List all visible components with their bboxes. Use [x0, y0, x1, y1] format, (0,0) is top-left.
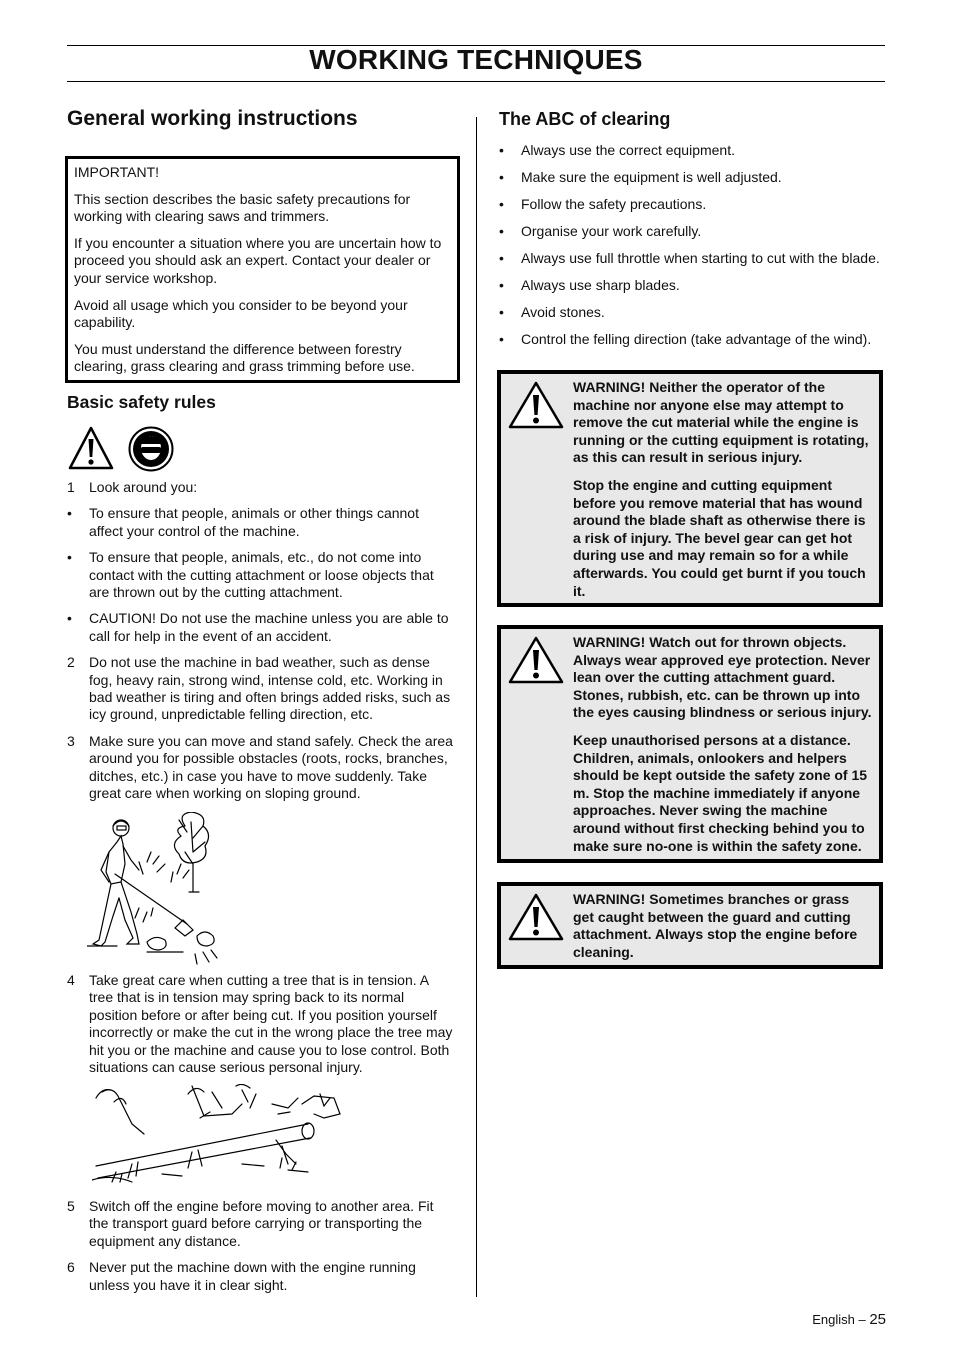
footer-language: English — [812, 1312, 855, 1327]
warning-triangle-icon — [508, 893, 564, 941]
column-divider — [476, 117, 477, 1297]
footer-dash: – — [858, 1312, 866, 1327]
important-box — [65, 156, 460, 383]
list-marker: 1 — [67, 479, 75, 495]
important-paragraph: This section describes the basic safety precautions for working with clearing saws and trimmers. — [74, 190, 411, 225]
page-number: 25 — [869, 1311, 886, 1328]
safety-rules-list — [67, 479, 453, 803]
operator-clearing-illustration — [87, 812, 227, 967]
list-marker: 4 — [67, 972, 75, 988]
list-item — [67, 505, 453, 540]
warning-triangle-icon — [508, 636, 564, 684]
list-text: Always use full throttle when starting to cut with the blade. — [521, 250, 880, 266]
bullet: • — [499, 196, 504, 212]
list-text: Control the felling direction (take advantage of the wind). — [521, 331, 872, 347]
list-text: To ensure that people, animals or other things cannot affect your control of the machine. — [89, 505, 419, 539]
warning-box — [497, 882, 883, 969]
bullet: • — [499, 277, 504, 293]
list-item — [499, 196, 887, 213]
list-text: Look around you: — [89, 479, 198, 495]
section-heading: The ABC of clearing — [499, 109, 671, 129]
list-marker: • — [67, 505, 72, 522]
list-item — [499, 250, 887, 267]
list-marker: 2 — [67, 654, 75, 671]
list-text: Never put the machine down with the engine running unless you have it in clear sight. — [89, 1259, 416, 1293]
list-item — [67, 549, 453, 601]
protective-equipment-icon — [128, 426, 174, 472]
list-item — [67, 733, 453, 803]
important-label: IMPORTANT! — [74, 164, 160, 180]
important-paragraph: If you encounter a situation where you are uncertain how to proceed you should ask an expert. Contact your dealer or your service workshop. — [74, 234, 442, 286]
warning-text: WARNING! Watch out for thrown objects. Always wear approved eye protection. Never lean over the cutting attachment guard. Stones, rubbish, etc. can be thrown up into the eyes causing blindness or serious injury. — [573, 634, 872, 721]
list-text: Make sure you can move and stand safely. Check the area around you for possible obstacles (roots, rocks, branches, ditches, etc.) in case you have to move suddenly. Take great care when working on sloping ground. — [89, 732, 453, 802]
header-rule-bottom — [67, 81, 885, 82]
list-item — [67, 972, 453, 1076]
list-marker: • — [67, 549, 72, 566]
list-text: Make sure the equipment is well adjusted. — [521, 169, 782, 185]
list-text: To ensure that people, animals, etc., do not come into contact with the cutting attachment or loose objects that are thrown out by the cutting attachment. — [89, 549, 434, 601]
bullet: • — [499, 304, 504, 320]
list-item — [499, 304, 887, 321]
list-item — [499, 169, 887, 186]
bullet: • — [499, 250, 504, 266]
page-footer — [812, 1311, 886, 1328]
list-text: Always use the correct equipment. — [521, 142, 735, 158]
warning-text: WARNING! Neither the operator of the machine nor anyone else may attempt to remove the cut material while the engine is running or the cutting equipment is rotating, as this can result in serious injury. — [573, 379, 869, 466]
tree-in-tension-illustration — [92, 1084, 352, 1184]
list-text: Organise your work carefully. — [521, 223, 702, 239]
list-text: Take great care when cutting a tree that is in tension. A tree that is in tension may spring back to its normal position before or after being cut. If you position yourself incorrectly or make the cut in the wrong place the tree may hit you or the machine and cause you to lose control. Both situations can cause serious personal injury. — [89, 972, 453, 1076]
warning-triangle-icon — [68, 426, 114, 470]
list-text: Do not use the machine in bad weather, such as dense fog, heavy rain, strong wind, intense cold, etc. Working in bad weather is tiring and often brings added risks, such as icy ground, unpredictable felling direction, etc. — [89, 654, 451, 723]
list-item — [499, 277, 887, 294]
bullet: • — [499, 169, 504, 185]
list-text: Switch off the engine before moving to another area. Fit the transport guard before carrying or transporting the equipment any distance. — [89, 1198, 434, 1249]
bullet: • — [499, 331, 504, 347]
important-paragraph: Avoid all usage which you consider to be beyond your capability. — [74, 296, 408, 331]
list-text: CAUTION! Do not use the machine unless you are able to call for help in the event of an accident. — [89, 610, 449, 644]
bullet: • — [499, 223, 504, 239]
warning-triangle-icon — [508, 381, 564, 429]
section-heading: General working instructions — [67, 107, 358, 130]
list-item — [499, 142, 887, 159]
list-text: Avoid stones. — [521, 304, 605, 320]
list-item — [67, 610, 453, 645]
list-marker: 6 — [67, 1259, 75, 1276]
list-item — [499, 223, 887, 240]
warning-box — [497, 625, 883, 863]
list-item — [67, 479, 453, 496]
abc-list — [499, 142, 887, 348]
list-text: Follow the safety precautions. — [521, 196, 707, 212]
list-marker: 3 — [67, 732, 75, 749]
warning-text: WARNING! Sometimes branches or grass get caught between the guard and cutting attachment. Always stop the engine before cleaning. — [573, 891, 858, 960]
subsection-heading: Basic safety rules — [67, 392, 216, 412]
page-title: WORKING TECHNIQUES — [309, 44, 643, 75]
list-item — [67, 1259, 453, 1294]
important-paragraph: You must understand the difference between forestry clearing, grass clearing and grass trimming before use. — [74, 340, 415, 375]
list-text: Always use sharp blades. — [521, 277, 680, 293]
safety-rules-list — [67, 972, 453, 1076]
list-item — [67, 654, 453, 724]
warning-text: Keep unauthorised persons at a distance. Children, animals, onlookers and helpers should be kept outside the safety zone of 15 m. Stop the machine immediately if anyone approaches. Never swing the machine around without first checking behind you to make sure no-one is within the safety zone. — [573, 731, 868, 854]
list-marker: • — [67, 610, 72, 627]
list-marker: 5 — [67, 1198, 75, 1214]
warning-box — [497, 370, 883, 607]
safety-rules-list — [67, 1198, 453, 1294]
warning-text: Stop the engine and cutting equipment before you remove material that has wound around the blade shaft as otherwise there is a risk of injury. The bevel gear can get hot during use and may remain so for a while afterwards. You could get burnt if you touch it. — [573, 476, 866, 599]
list-item — [499, 331, 887, 348]
list-item — [67, 1198, 453, 1250]
bullet: • — [499, 142, 504, 158]
